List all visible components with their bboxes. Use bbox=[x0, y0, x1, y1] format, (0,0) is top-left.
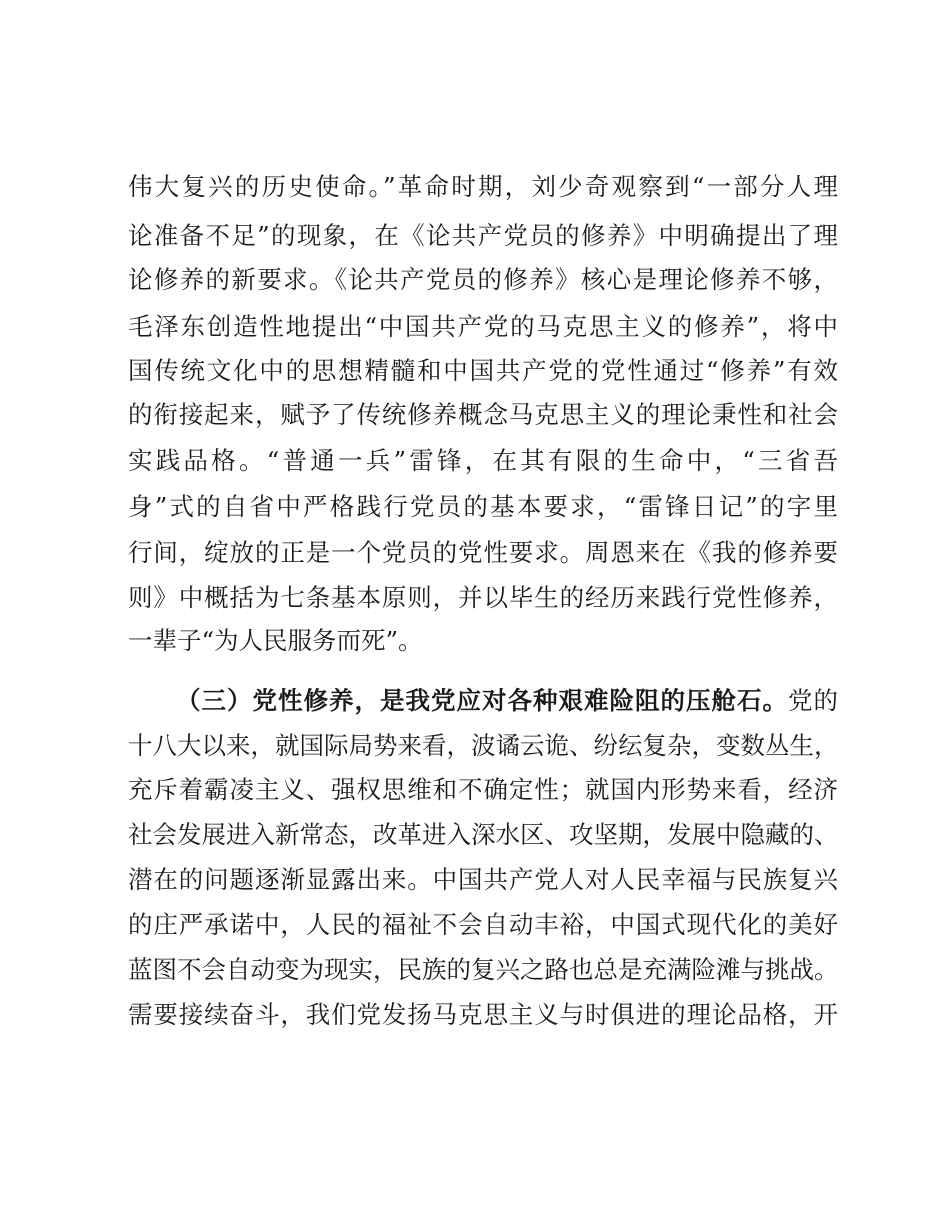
paragraph-1-line-3: 论修养的新要求。《论共产党员的修养》核心是理论修养不够， bbox=[128, 265, 838, 294]
paragraph-2-line-1-rest: 党的 bbox=[788, 686, 838, 715]
section-heading: （三）党性修养，是我党应对各种艰难险阻的压舱石。 bbox=[176, 686, 788, 715]
paragraph-1-line-9: 行间，绽放的正是一个党员的党性要求。周恩来在《我的修养要 bbox=[128, 538, 838, 567]
paragraph-1-line-5: 国传统文化中的思想精髓和中国共产党的党性通过“修养”有效 bbox=[128, 356, 838, 385]
paragraph-1-line-7: 实践品格。“普通一兵”雷锋，在其有限的生命中，“三省吾 bbox=[128, 446, 838, 475]
paragraph-1-line-10: 则》中概括为七条基本原则，并以毕生的经历来践行党性修养， bbox=[128, 583, 838, 612]
paragraph-2-line-1 bbox=[176, 686, 838, 716]
paragraph-1-line-8: 身”式的自省中严格践行党员的基本要求，“雷锋日记”的字里 bbox=[128, 492, 838, 521]
paragraph-2-line-8: 需要接续奋斗，我们党发扬马克思主义与时俱进的理论品格，开 bbox=[128, 1000, 838, 1029]
paragraph-2-line-6: 的庄严承诺中，人民的福祉不会自动丰裕，中国式现代化的美好 bbox=[128, 910, 838, 939]
paragraph-1-line-4: 毛泽东创造性地提出“中国共产党的马克思主义的修养”，将中 bbox=[128, 312, 838, 341]
paragraph-1-line-6: 的衔接起来，赋予了传统修养概念马克思主义的理论秉性和社会 bbox=[128, 400, 838, 429]
paragraph-1-line-2: 论准备不足”的现象，在《论共产党员的修养》中明确提出了理 bbox=[128, 221, 838, 250]
paragraph-2-line-2: 十八大以来，就国际局势来看，波谲云诡、纷纭复杂，变数丛生， bbox=[128, 731, 838, 760]
paragraph-2-line-5: 潜在的问题逐渐显露出来。中国共产党人对人民幸福与民族复兴 bbox=[128, 865, 838, 894]
paragraph-2-line-7: 蓝图不会自动变为现实，民族的复兴之路也总是充满险滩与挑战。 bbox=[128, 955, 838, 984]
paragraph-1-line-1: 伟大复兴的历史使命。”革命时期，刘少奇观察到“一部分人理 bbox=[128, 172, 838, 201]
paragraph-1-line-11: 一辈子“为人民服务而死”。 bbox=[128, 626, 423, 655]
paragraph-2-line-4: 社会发展进入新常态，改革进入深水区、攻坚期，发展中隐藏的、 bbox=[128, 820, 838, 849]
paragraph-2-line-3: 充斥着霸凌主义、强权思维和不确定性；就国内形势来看，经济 bbox=[128, 775, 838, 804]
